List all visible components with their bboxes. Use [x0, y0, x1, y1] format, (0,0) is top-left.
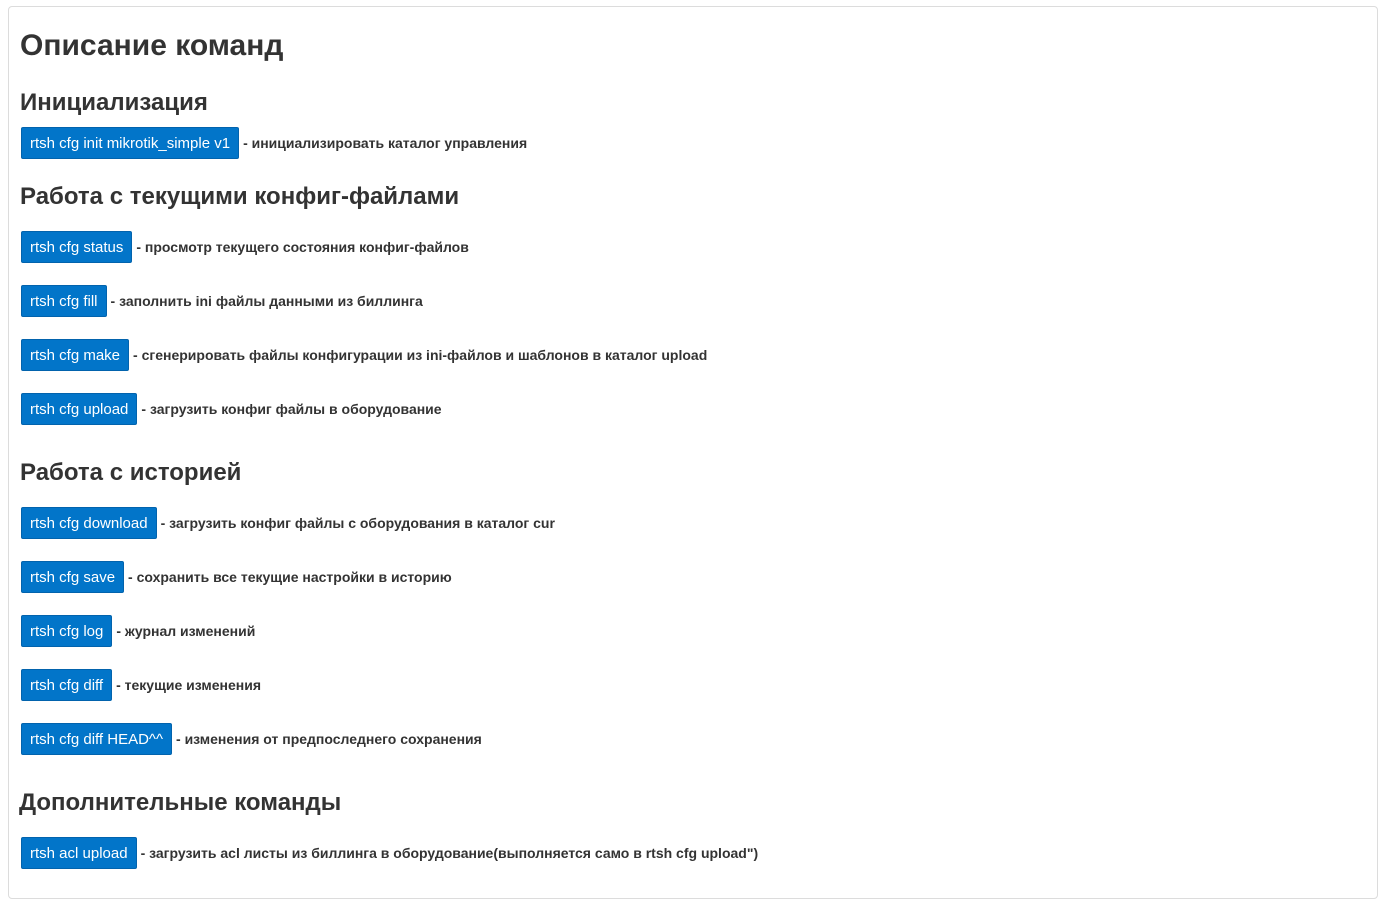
cmd-log-button[interactable]: rtsh cfg log [21, 615, 112, 647]
cmd-download-description: - загрузить конфиг файлы с оборудования в каталог cur [160, 515, 555, 531]
cmd-upload-button[interactable]: rtsh cfg upload [21, 393, 137, 425]
section-heading-history: Работа с историей [20, 459, 242, 486]
cmd-log-description: - журнал изменений [116, 623, 256, 639]
cmd-init-button[interactable]: rtsh cfg init mikrotik_simple v1 [21, 127, 239, 159]
commands-panel [8, 6, 1378, 899]
command-row [21, 615, 255, 647]
cmd-make-button[interactable]: rtsh cfg make [21, 339, 129, 371]
cmd-save-description: - сохранить все текущие настройки в историю [128, 569, 452, 585]
cmd-upload-description: - загрузить конфиг файлы в оборудование [141, 401, 442, 417]
command-row [21, 231, 469, 263]
command-row [21, 669, 261, 701]
section-heading-extra: Дополнительные команды [19, 789, 342, 816]
cmd-diff-head-button[interactable]: rtsh cfg diff HEAD^^ [21, 723, 172, 755]
command-row [21, 561, 452, 593]
cmd-make-description: - сгенерировать файлы конфигурации из ini-файлов и шаблонов в каталог upload [133, 347, 708, 363]
cmd-diff-button[interactable]: rtsh cfg diff [21, 669, 112, 701]
section-heading-current-configs: Работа с текущими конфиг-файлами [20, 183, 460, 210]
command-row [21, 723, 482, 755]
section-heading-init: Инициализация [20, 89, 208, 116]
page-title: Описание команд [20, 29, 284, 62]
cmd-init-description: - инициализировать каталог управления [243, 135, 528, 151]
command-row [21, 837, 758, 869]
cmd-fill-description: - заполнить ini файлы данными из биллинга [110, 293, 423, 309]
cmd-diff-description: - текущие изменения [116, 677, 262, 693]
cmd-fill-button[interactable]: rtsh cfg fill [21, 285, 107, 317]
cmd-save-button[interactable]: rtsh cfg save [21, 561, 124, 593]
cmd-status-description: - просмотр текущего состояния конфиг-файлов [136, 239, 469, 255]
command-row [21, 507, 555, 539]
cmd-status-button[interactable]: rtsh cfg status [21, 231, 132, 263]
cmd-download-button[interactable]: rtsh cfg download [21, 507, 157, 539]
cmd-acl-upload-button[interactable]: rtsh acl upload [21, 837, 137, 869]
command-row [21, 285, 423, 317]
command-row [21, 339, 707, 371]
cmd-diff-head-description: - изменения от предпоследнего сохранения [176, 731, 482, 747]
command-row [21, 393, 442, 425]
cmd-acl-upload-description: - загрузить acl листы из биллинга в оборудование(выполняется само в rtsh cfg upload") [140, 845, 759, 861]
command-row [21, 127, 527, 159]
